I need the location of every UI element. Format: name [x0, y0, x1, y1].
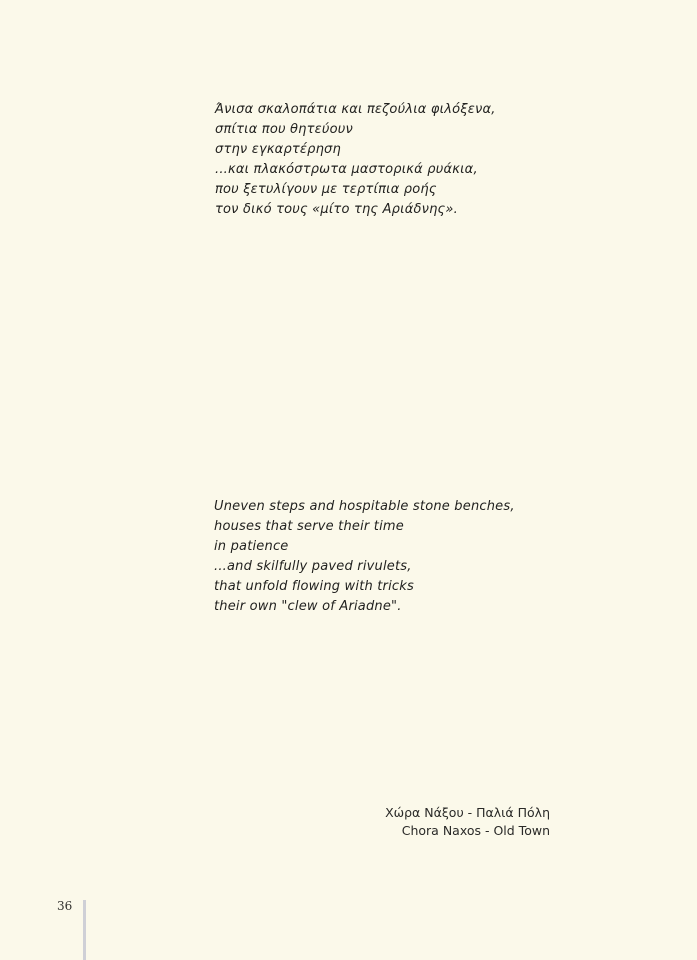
poem-line: ...και πλακόστρωτα μαστορικά ρυάκια, [215, 162, 478, 177]
photo-caption [385, 804, 550, 840]
poem-line: τον δικό τους «μίτο της Αριάδνης». [215, 202, 458, 217]
caption-english: Chora Naxos - Old Town [401, 823, 550, 838]
poem-line: στην εγκαρτέρηση [215, 142, 341, 157]
poem-line: that unfold flowing with tricks [214, 579, 414, 594]
poem-line: houses that serve their time [214, 519, 404, 534]
poem-line: in patience [214, 539, 289, 554]
poem-line: Άνισα σκαλοπάτια και πεζούλια φιλόξενα, [215, 102, 496, 117]
greek-poem [215, 100, 496, 220]
caption-greek: Χώρα Νάξου - Παλιά Πόλη [385, 805, 550, 820]
poem-line: their own "clew of Ariadne". [214, 599, 402, 614]
page-number: 36 [57, 899, 73, 913]
poem-line: σπίτια που θητεύουν [215, 122, 353, 137]
poem-line: Uneven steps and hospitable stone benches, [214, 499, 515, 514]
poem-line: ...and skilfully paved rivulets, [214, 559, 412, 574]
english-poem [214, 497, 515, 617]
binding-edge-strip [83, 900, 86, 960]
poem-line: που ξετυλίγουν με τερτίπια ροής [215, 182, 437, 197]
